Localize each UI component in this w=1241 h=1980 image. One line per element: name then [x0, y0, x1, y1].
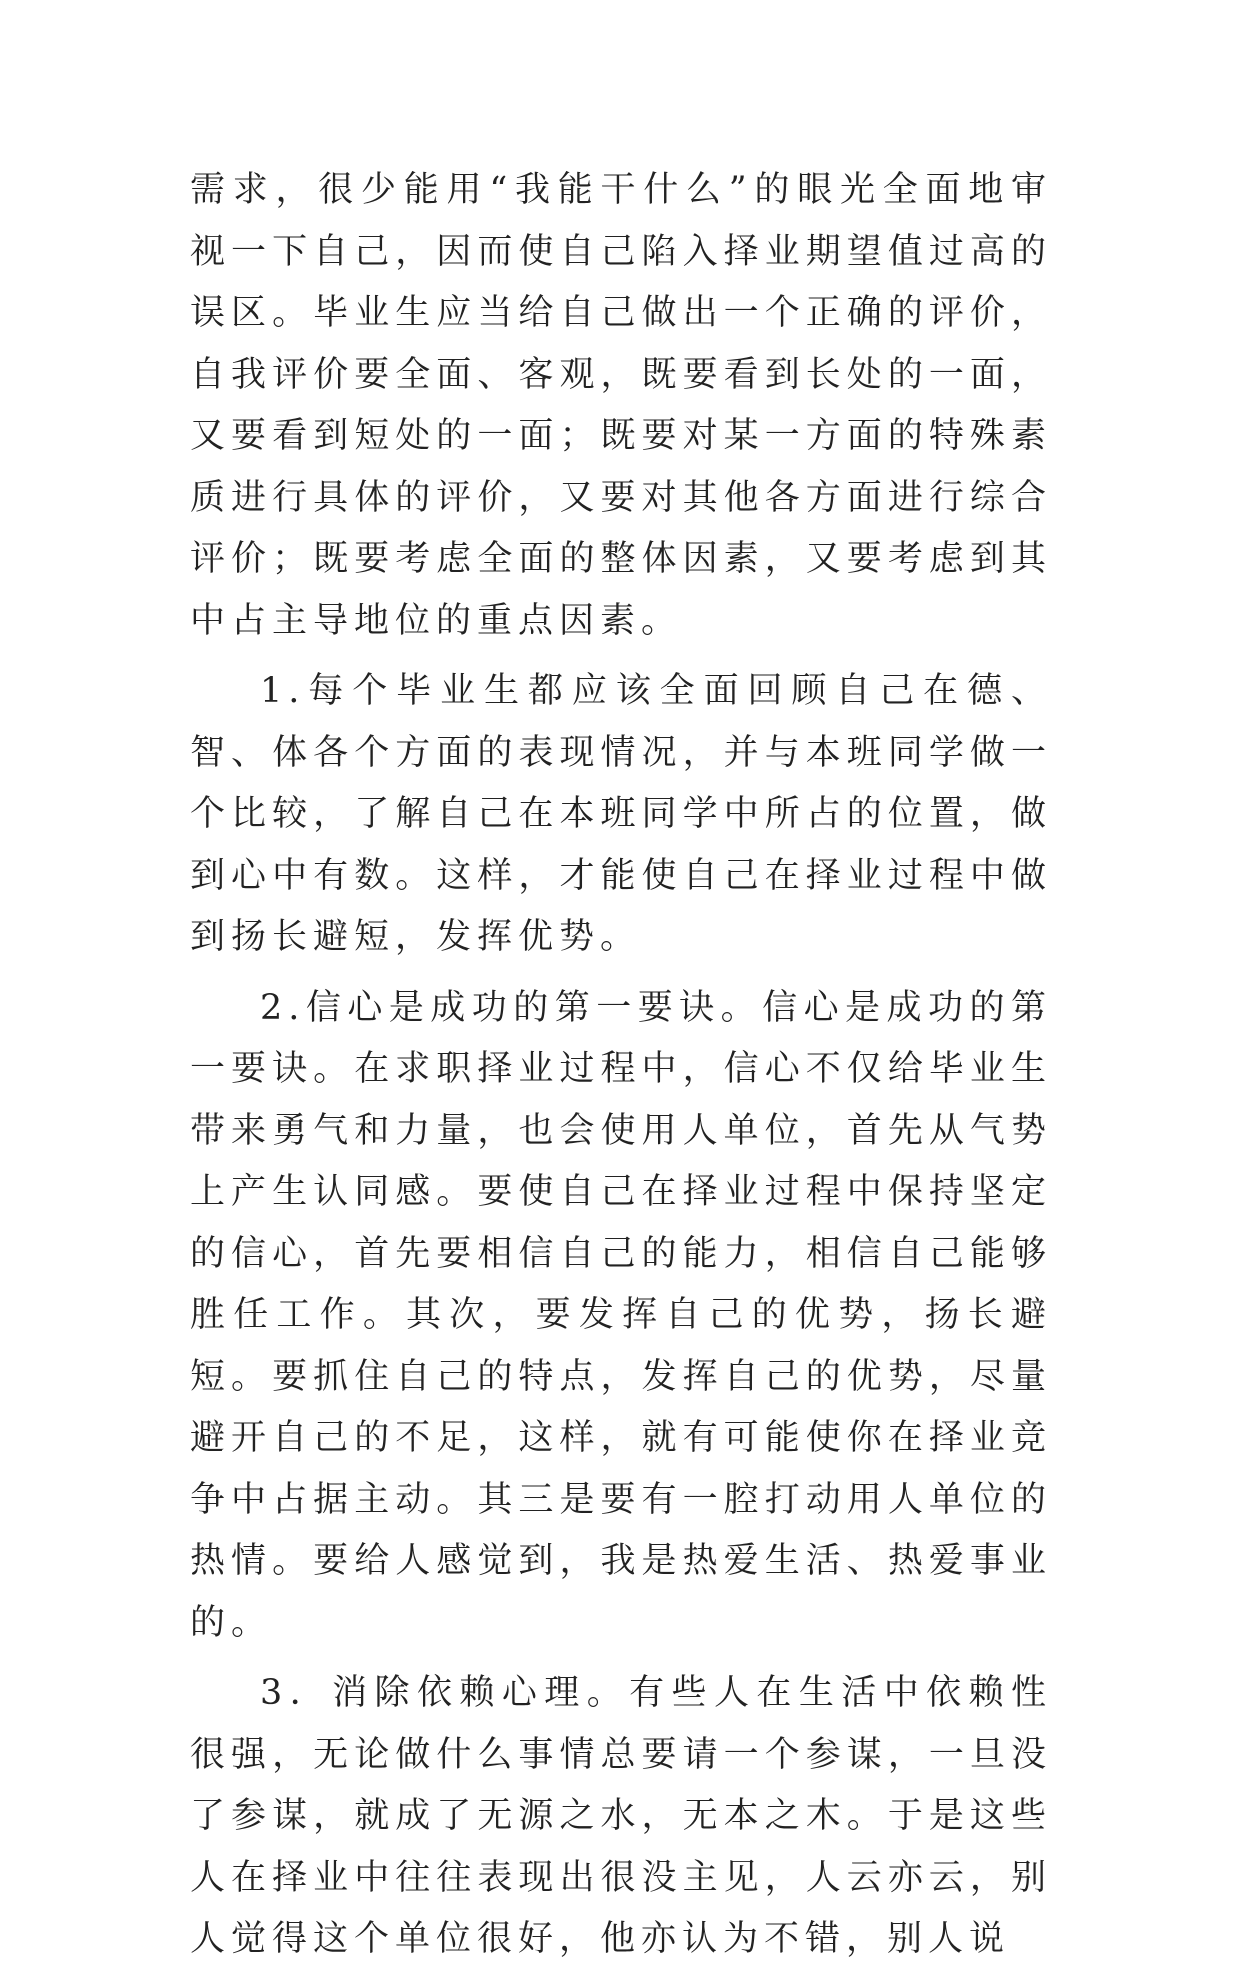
paragraph-point-3: 3．消除依赖心理。有些人在生活中依赖性很强，无论做什么事情总要请一个参谋，一旦没了参谋，就成了无源之水，无本之木。于是这些人在择业中往往表现出很没主见，人云亦云，别人觉得这个单位很好，他亦认为不错，别人说	[190, 1673, 1052, 1959]
document-body	[190, 160, 1052, 1980]
paragraph-intro: 需求，很少能用“我能干什么”的眼光全面地审视一下自己，因而使自己陷入择业期望值过高的误区。毕业生应当给自己做出一个正确的评价，自我评价要全面、客观，既要看到长处的一面，又要看到短处的一面；既要对某一方面的特殊素质进行具体的评价，又要对其他各方面进行综合评价；既要考虑全面的整体因素，又要考虑到其中占主导地位的重点因素。	[190, 170, 1052, 641]
paragraph-point-1: 1.每个毕业生都应该全面回顾自己在德、智、体各个方面的表现情况，并与本班同学做一个比较，了解自己在本班同学中所占的位置，做到心中有数。这样，才能使自己在择业过程中做到扬长避短，发挥优势。	[190, 671, 1052, 957]
paragraph-point-2: 2.信心是成功的第一要诀。信心是成功的第一要诀。在求职择业过程中，信心不仅给毕业生带来勇气和力量，也会使用人单位，首先从气势上产生认同感。要使自己在择业过程中保持坚定的信心，首先要相信自己的能力，相信自己能够胜任工作。其次，要发挥自己的优势，扬长避短。要抓住自己的特点，发挥自己的优势，尽量避开自己的不足，这样，就有可能使你在择业竞争中占据主动。其三是要有一腔打动用人单位的热情。要给人感觉到，我是热爱生活、热爱事业的。	[190, 987, 1052, 1643]
